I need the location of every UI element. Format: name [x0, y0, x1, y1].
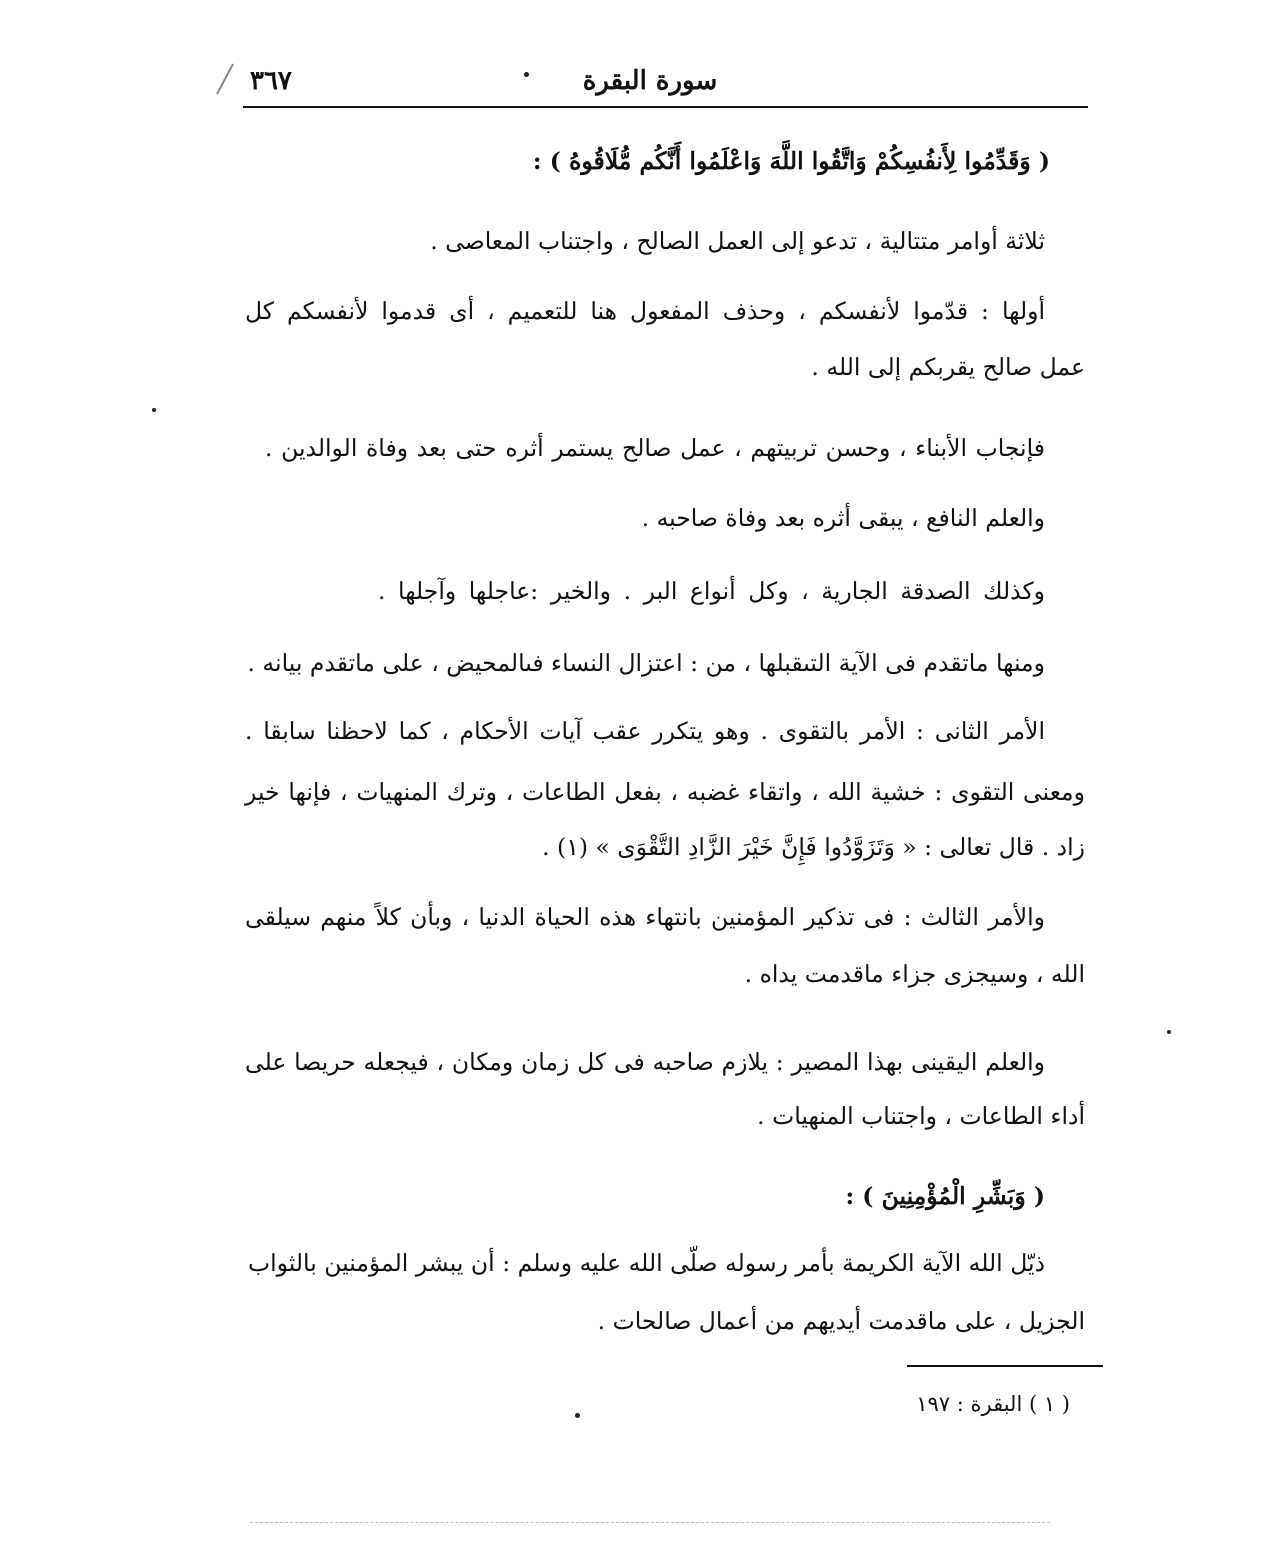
scan-edge	[250, 1522, 1050, 1523]
paragraph-6-line-1: ومنها ماتقدم فى الآية التىقبلها ، من : اعتزال النساء فىالمحيض ، على ماتقدم بيانه .	[247, 649, 1045, 677]
scan-speck	[575, 1413, 580, 1418]
paragraph-1-line-1: ثلاثة أوامر متتالية ، تدعو إلى العمل الصالح ، واجتناب المعاصى .	[430, 227, 1045, 255]
surah-title: سورة البقرة	[582, 66, 718, 96]
paragraph-2-line-1: أولها : قدّموا لأنفسكم ، وحذف المفعول هنا للتعميم ، أى قدموا لأنفسكم كل	[245, 297, 1045, 325]
scan-mark	[216, 64, 234, 95]
paragraph-8-line-1: ومعنى التقوى : خشية الله ، واتقاء غضبه ، بفعل الطاعات ، وترك المنهيات ، فإنها خير	[245, 778, 1085, 806]
footnote: ( ١ ) البقرة : ١٩٧	[916, 1392, 1070, 1416]
paragraph-3-line-1: فإنجاب الأبناء ، وحسن تربيتهم ، عمل صالح يستمر أثره حتى بعد وفاة الوالدين .	[265, 434, 1045, 462]
paragraph-11-line-2: الجزيل ، على ماقدمت أيديهم من أعمال صالحات .	[597, 1307, 1085, 1335]
paragraph-2-line-2: عمل صالح يقربكم إلى الله .	[811, 353, 1085, 381]
paragraph-5-line-1: وكذلك الصدقة الجارية ، وكل أنواع البر . والخير :عاجلها وآجلها .	[378, 577, 1045, 605]
verse-quote-1: ( وَقَدِّمُوا لِأَنفُسِكُمْ وَاتَّقُوا اللَّهَ وَاعْلَمُوا أَنَّكُم مُّلَاقُوهُ ) :	[532, 147, 1050, 175]
paragraph-9-line-1: والأمر الثالث : فى تذكير المؤمنين بانتهاء هذه الحياة الدنيا ، وبأن كلاً منهم سيلقى	[245, 903, 1045, 931]
scan-speck	[1167, 1030, 1171, 1034]
scan-speck	[524, 72, 529, 77]
verse-quote-2: ( وَبَشِّرِ الْمُؤْمِنِينَ ) :	[845, 1182, 1045, 1210]
page-number: ٣٦٧	[250, 66, 292, 96]
paragraph-4-line-1: والعلم النافع ، يبقى أثره بعد وفاة صاحبه .	[641, 504, 1045, 532]
header-rule	[243, 106, 1088, 108]
paragraph-11-line-1: ذيّل الله الآية الكريمة بأمر رسوله صلّى الله عليه وسلم : أن يبشر المؤمنين بالثواب	[248, 1249, 1045, 1277]
paragraph-7-line-1: الأمر الثانى : الأمر بالتقوى . وهو يتكرر عقب آيات الأحكام ، كما لاحظنا سابقا .	[245, 717, 1045, 745]
paragraph-10-line-2: أداء الطاعات ، واجتناب المنهيات .	[757, 1102, 1085, 1130]
paragraph-9-line-2: الله ، وسيجزى جزاء ماقدمت يداه .	[744, 960, 1085, 988]
paragraph-10-line-1: والعلم اليقينى بهذا المصير : يلازم صاحبه فى كل زمان ومكان ، فيجعله حريصا على	[245, 1048, 1045, 1076]
footnote-rule	[907, 1365, 1103, 1367]
scan-speck	[152, 408, 156, 412]
paragraph-8-line-2: زاد . قال تعالى : « وَتَزَوَّدُوا فَإِنَّ خَيْرَ الزَّادِ التَّقْوَى » (١) .	[542, 833, 1085, 861]
